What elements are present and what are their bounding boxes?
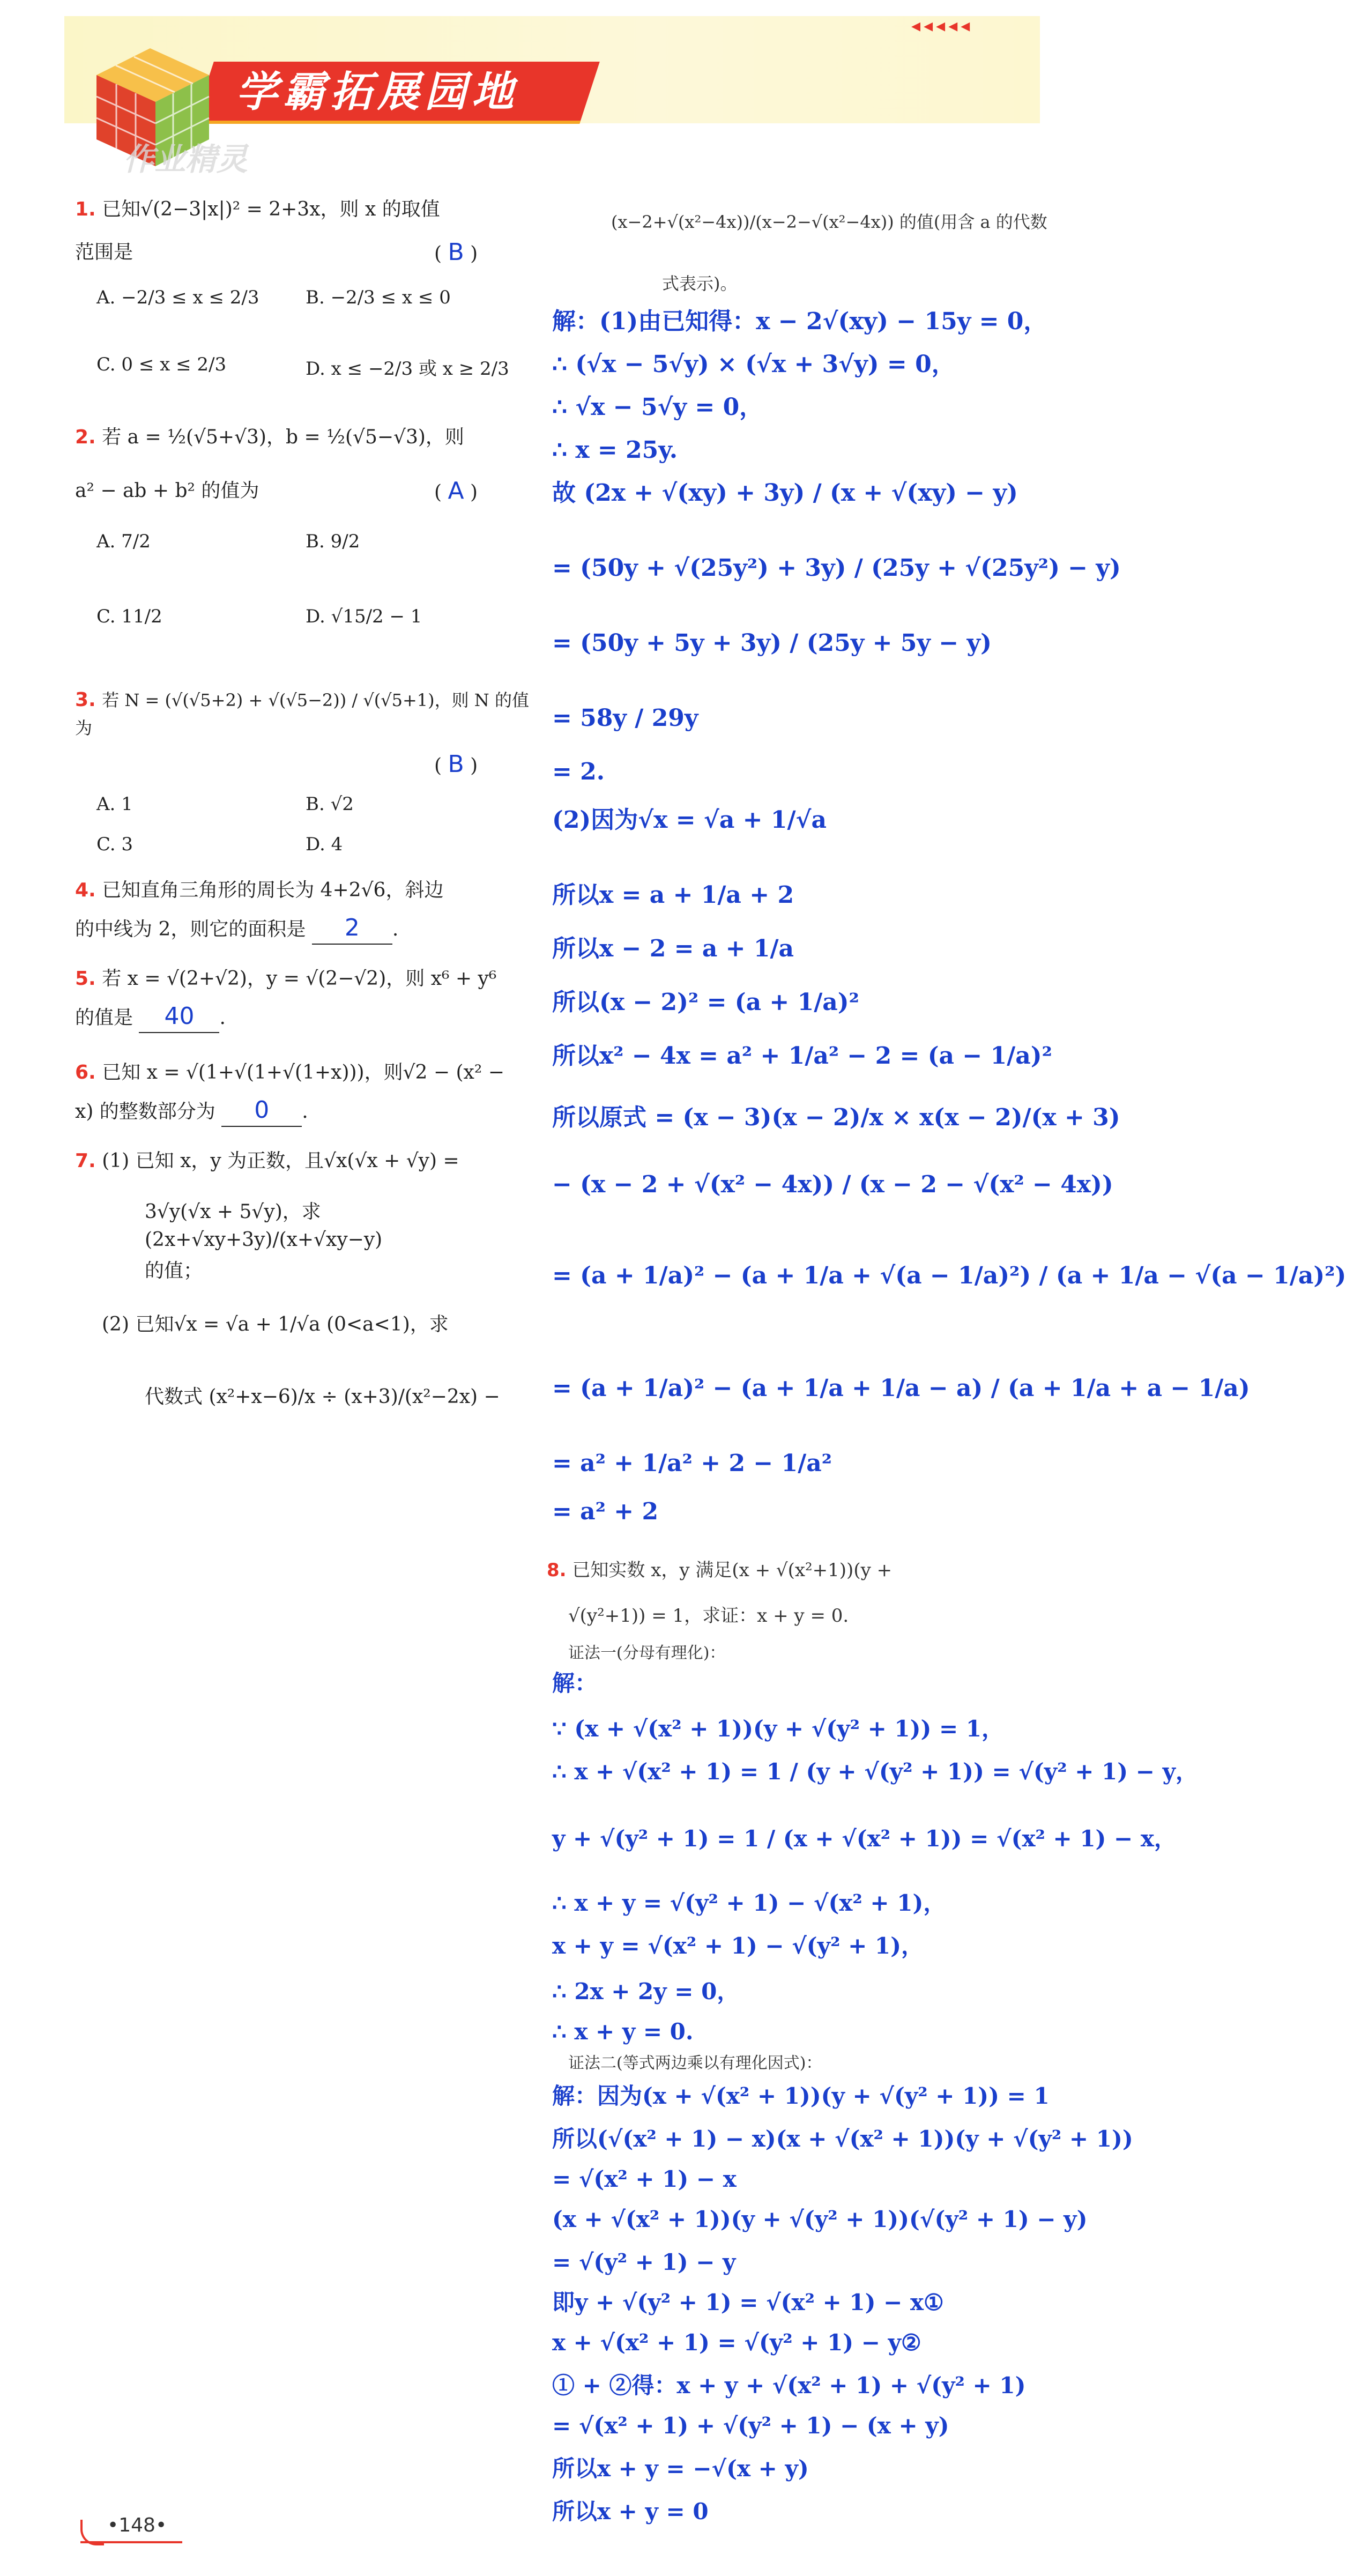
q2-option-b: B. 9/2 <box>306 531 360 552</box>
sol7-line: = (a + 1/a)² − (a + 1/a + √(a − 1/a)²) / (a + 1/a − √(a − 1/a)²) <box>552 1262 1346 1289</box>
sol7-line: (2)因为√x = √a + 1/√a <box>552 806 827 834</box>
q7-line1: (1) 已知 x，y 为正数，且√x(√x + √y) = <box>102 1150 459 1172</box>
sol8b-line: 解：因为(x + √(x² + 1))(y + √(y² + 1)) = 1 <box>552 2083 1050 2109</box>
q1-option-a: A. −2/3 ≤ x ≤ 2/3 <box>96 287 259 308</box>
q3-option-d: D. 4 <box>306 834 343 855</box>
q5-number: 5. <box>75 968 96 990</box>
q1-text: 已知√(2−3|x|)² = 2+3x，则 x 的取值 <box>102 198 440 220</box>
question-7 <box>75 1147 536 1175</box>
sol7-line: ∴ x = 25y. <box>552 436 678 464</box>
header-arrows: ◂◂◂◂◂ <box>911 15 973 36</box>
q7-line4: (2) 已知√x = √a + 1/√a (0<a<1)，求 <box>102 1313 449 1335</box>
q5-text2: 的值是 <box>75 1007 133 1029</box>
q1-option-c: C. 0 ≤ x ≤ 2/3 <box>96 354 227 375</box>
q6-text2: x) 的整数部分为 <box>75 1101 215 1123</box>
q2-number: 2. <box>75 426 96 448</box>
q8-line1: 已知实数 x，y 满足(x + √(x²+1))(y + <box>572 1560 893 1581</box>
sol8b-line: x + √(x² + 1) = √(y² + 1) − y② <box>552 2329 921 2356</box>
sol8a-line: y + √(y² + 1) = 1 / (x + √(x² + 1)) = √(x² + 1) − x， <box>552 1825 1177 1852</box>
q7-number: 7. <box>75 1150 96 1172</box>
q2-option-d: D. √15/2 − 1 <box>306 606 422 627</box>
sol7-line: = (50y + √(25y²) + 3y) / (25y + √(25y²) − y) <box>552 554 1121 582</box>
sol7-line: = (50y + 5y + 3y) / (25y + 5y − y) <box>552 629 992 657</box>
q7-line5: 代数式 (x²+x−6)/x ÷ (x+3)/(x²−2x) − <box>145 1386 500 1408</box>
q6-answer: 0 <box>254 1096 270 1124</box>
sol8a-line: ∴ 2x + 2y = 0， <box>552 1978 740 2005</box>
q3-option-a: A. 1 <box>96 793 133 815</box>
q1-option-d: D. x ≤ −2/3 或 x ≥ 2/3 <box>306 358 509 380</box>
question-2 <box>75 424 536 451</box>
q1-answer-box: ( B ) <box>434 239 478 266</box>
sol7-line: = a² + 2 <box>552 1498 659 1525</box>
q4-text: 已知直角三角形的周长为 4+2√6，斜边 <box>102 879 444 901</box>
sol7-line: 所以x² − 4x = a² + 1/a² − 2 = (a − 1/a)² <box>552 1042 1052 1070</box>
page-underline <box>80 2541 182 2543</box>
q4-answer: 2 <box>344 914 360 941</box>
q3-answer-box: ( B ) <box>434 751 478 778</box>
q3-option-c: C. 3 <box>96 834 133 855</box>
sol8b-line: 即y + √(y² + 1) = √(x² + 1) − x① <box>552 2289 944 2315</box>
q1-answer: B <box>448 239 464 266</box>
q8-number: 8. <box>547 1560 567 1581</box>
section-title: 学霸拓展园地 <box>236 68 519 116</box>
sol7-line: 所以x = a + 1/a + 2 <box>552 881 794 909</box>
sol8b-line: 所以x + y = 0 <box>552 2498 709 2525</box>
sol7-line: 所以x − 2 = a + 1/a <box>552 935 794 962</box>
sol8a-line: 解： <box>552 1670 598 1696</box>
q2-line2 <box>75 477 536 505</box>
sol8a-line: x + y = √(x² + 1) − √(y² + 1)， <box>552 1933 924 1959</box>
sol8b-line: 所以(√(x² + 1) − x)(x + √(x² + 1))(y + √(y² + 1)) <box>552 2126 1133 2152</box>
sol8b-line: 所以x + y = −√(x + y) <box>552 2455 809 2482</box>
q2-option-a: A. 7/2 <box>96 531 151 552</box>
q1-text2: 范围是 <box>75 241 133 263</box>
sol8a-line: ∴ x + y = √(y² + 1) − √(x² + 1)， <box>552 1890 946 1916</box>
q2-answer: A <box>448 477 464 504</box>
q7-cont2: 式表示)。 <box>662 273 738 294</box>
sol7-line: = (a + 1/a)² − (a + 1/a + 1/a − a) / (a + 1/a + a − 1/a) <box>552 1375 1250 1402</box>
sol8a-line: ∴ x + √(x² + 1) = 1 / (y + √(y² + 1)) = √(y² + 1) − y， <box>552 1758 1198 1785</box>
sol7-line: 所以(x − 2)² = (a + 1/a)² <box>552 989 859 1016</box>
q2-text: 若 a = ½(√5+√3)，b = ½(√5−√3)，则 <box>102 426 464 448</box>
q7-cont: (x−2+√(x²−4x))/(x−2−√(x²−4x)) 的值(用含 a 的代数 <box>611 212 1047 232</box>
sol7-line: − (x − 2 + √(x² − 4x)) / (x − 2 − √(x² − 4x)) <box>552 1171 1113 1198</box>
sol7-line: ∴ (√x − 5√y) × (√x + 3√y) = 0， <box>552 351 955 378</box>
sol8b-line: = √(x² + 1) + √(y² + 1) − (x + y) <box>552 2412 949 2439</box>
q8-method1: 证法一(分母有理化)： <box>568 1644 726 1662</box>
sol7-line: 故 (2x + √(xy) + 3y) / (x + √(xy) − y) <box>552 479 1018 507</box>
q3-option-b: B. √2 <box>306 793 354 815</box>
q1-line2 <box>75 239 536 266</box>
sol8b-line: = √(x² + 1) − x <box>552 2166 737 2192</box>
q1-option-b: B. −2/3 ≤ x ≤ 0 <box>306 287 451 308</box>
q2-answer-box: ( A ) <box>434 477 478 504</box>
q6-text: 已知 x = √(1+√(1+√(1+x)))，则√2 − (x² − <box>102 1061 504 1083</box>
q4-number: 4. <box>75 879 96 901</box>
sol7-line: = 58y / 29y <box>552 704 698 732</box>
q3-text: 若 N = (√(√5+2) + √(√5−2)) / √(√5+1)，则 N 的值为 <box>75 690 529 738</box>
q5-answer: 40 <box>164 1003 195 1030</box>
q6-line2: x) 的整数部分为 0 . <box>75 1096 536 1127</box>
q6-number: 6. <box>75 1061 96 1083</box>
watermark: 作业精灵 <box>123 141 248 177</box>
q4-text2: 的中线为 2，则它的面积是 <box>75 918 306 940</box>
q2-option-c: C. 11/2 <box>96 606 162 627</box>
q5-text: 若 x = √(2+√2)，y = √(2−√2)，则 x⁶ + y⁶ <box>102 968 497 990</box>
question-4 <box>75 877 536 904</box>
q2-text2: a² − ab + b² 的值为 <box>75 480 259 502</box>
sol8b-line: (x + √(x² + 1))(y + √(y² + 1))(√(y² + 1) − y) <box>552 2206 1088 2232</box>
sol8b-line: = √(y² + 1) − y <box>552 2249 736 2275</box>
q1-number: 1. <box>75 198 96 220</box>
question-3 <box>75 686 536 742</box>
page-number: •148• <box>107 2514 167 2536</box>
q5-line2: 的值是 40 . <box>75 1003 536 1033</box>
q4-line2: 的中线为 2，则它的面积是 2 . <box>75 914 536 945</box>
question-8 <box>547 1557 892 1583</box>
question-1 <box>75 196 536 224</box>
question-5 <box>75 965 536 993</box>
sol8a-line: ∴ x + y = 0. <box>552 2018 694 2045</box>
q8-method2: 证法二(等式两边乘以有理化因式)： <box>568 2054 822 2073</box>
sol7-line: 解：(1)由已知得：x − 2√(xy) − 15y = 0， <box>552 308 1047 335</box>
sol7-line: = 2. <box>552 758 605 785</box>
sol8a-line: ∵ (x + √(x² + 1))(y + √(y² + 1)) = 1， <box>552 1716 1005 1742</box>
q7-line3: 的值； <box>145 1260 203 1282</box>
q3-answer: B <box>448 751 464 778</box>
sol7-line: 所以原式 = (x − 3)(x − 2)/x × x(x − 2)/(x + 3) <box>552 1104 1120 1131</box>
sol7-line: = a² + 1/a² + 2 − 1/a² <box>552 1450 832 1477</box>
q8-line2: √(y²+1)) = 1，求证：x + y = 0. <box>568 1605 849 1627</box>
sol7-line: ∴ √x − 5√y = 0， <box>552 394 763 421</box>
q7-line2: 3√y(√x + 5√y)，求 (2x+√xy+3y)/(x+√xy−y) <box>145 1201 383 1251</box>
q3-number: 3. <box>75 689 96 711</box>
question-6 <box>75 1059 536 1087</box>
sol8b-line: ① + ②得：x + y + √(x² + 1) + √(y² + 1) <box>552 2372 1026 2399</box>
